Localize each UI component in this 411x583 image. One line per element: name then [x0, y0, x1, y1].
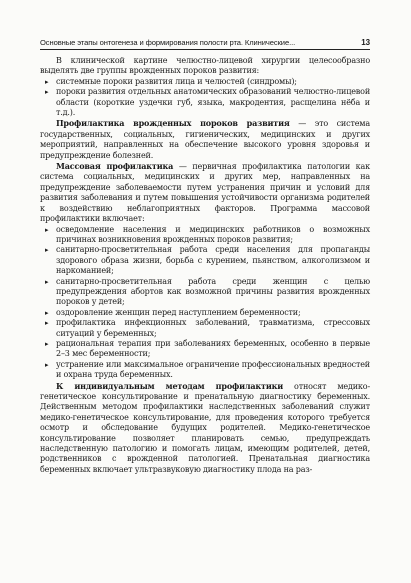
- page-number: 13: [361, 38, 370, 47]
- term-prevention: Профилактика врожденных пороков развития: [56, 118, 290, 129]
- list-item: ▸ оздоровление женщин перед наступлением беременности;: [40, 308, 370, 318]
- list-item: ▸ рациональная терапия при заболеваниях беременных, особенно в первые 2–3 мес беременности;: [40, 339, 370, 360]
- body-text: [40, 56, 370, 475]
- list-item: ▸ санитарно-просветительная работа среди населения для пропаганды здорового образа жизни, борьба с курением, пьянством, алкоголизмом и наркоманией;: [40, 245, 370, 276]
- paragraph-text: относят медико-генетическое консультирование и пренатальную диагностику беременных. Действенным методом профилактики наследственных заболеваний служит медико-генетическое консультирование, для проведения которого требуется осмотр и обследование будущих родителей. Медико-генетическое консультирование позволяет планировать семью, предупреждать наследственную патологию и помогать лицам, имеющим родителей, детей, родственников с врожденной патологией. Пренатальная диагностика беременных включает ультразвуковую диагностику плода на раз-: [40, 381, 370, 474]
- paragraph-individual-methods: [40, 381, 370, 476]
- list-item: ▸ системные пороки развития лица и челюстей (синдромы);: [40, 77, 370, 87]
- running-title: Основные этапы онтогенеза и формирования полости рта. Клинические...: [40, 38, 296, 47]
- term-individual-methods: К индивидуальным методам профилактики: [56, 380, 284, 391]
- definition-text: — это система государственных, социальных, гигиенических, медицинских и других мероприятий, направленных на обеспечение высокого уровня здоровья и предупреждение болезней.: [40, 119, 370, 160]
- header-rule: [40, 49, 370, 50]
- list-mass-prevention-program: [40, 225, 370, 381]
- list-item: ▸ санитарно-просветительная работа среди женщин с целью предупреждения абортов как возможной причины развития врожденных пороков у детей;: [40, 277, 370, 308]
- paragraph-prevention-definition: [40, 118, 370, 161]
- running-header: [40, 38, 370, 47]
- list-item: ▸ профилактика инфекционных заболеваний, травматизма, стрессовых ситуаций у беременных;: [40, 318, 370, 339]
- list-item: ▸ устранение или максимальное ограничение профессиональных вредностей и охрана труда беременных.: [40, 360, 370, 381]
- paragraph-intro: В клинической картине челюстно-лицевой хирургии целесообразно выделять две группы врожденных пороков развития:: [40, 56, 370, 76]
- definition-text: — первичная профилактика патологии как система социальных, медицинских и других мер, направленных на предупреждение заболеваемости путем устранения причин и условий для развития заболевания и путем повышения устойчивости организма родителей к воздействию неблагоприятных факторов. Программа массовой профилактики включает:: [40, 162, 370, 224]
- paragraph-mass-prevention: [40, 161, 370, 224]
- term-mass-prevention: Массовая профилактика: [56, 161, 174, 172]
- list-malformation-groups: [40, 77, 370, 119]
- list-item: ▸ пороки развития отдельных анатомических образований челюстно-лицевой области (короткие уздечки губ, языка, макродентия, расщелина нёба и т.д.).: [40, 87, 370, 118]
- list-item: ▸ осведомление населения и медицинских работников о возможных причинах возникновения врожденных пороков развития;: [40, 225, 370, 246]
